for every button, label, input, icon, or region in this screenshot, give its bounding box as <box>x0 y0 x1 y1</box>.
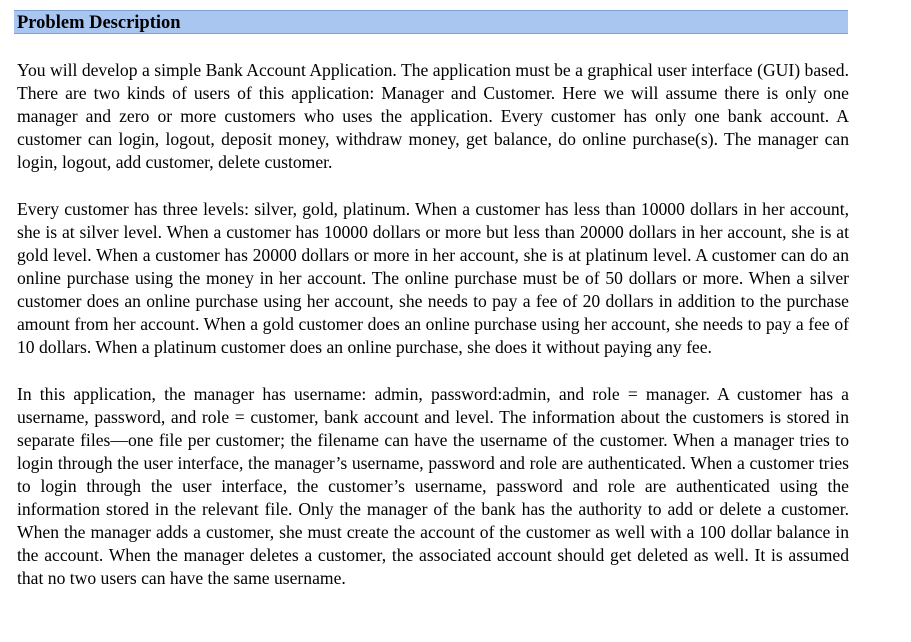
paragraph-customer-levels: Every customer has three levels: silver, gold, platinum. When a customer has less than 10000 dollars in her account, she is at silver level. When a customer has 10000 dollars or more but less than 20000 dollars in her account, she is at gold level. When a customer has 20000 dollars or more in her account, she is at platinum level. A customer can do an online purchase using the money in her account. The online purchase must be of 50 dollars or more. When a silver customer does an online purchase using her account, she needs to pay a fee of 20 dollars in addition to the purchase amount from her account. When a gold customer does an online purchase using her account, she needs to pay a fee of 10 dollars. When a platinum customer does an online purchase, she does it without paying any fee. <box>17 199 849 357</box>
body-text <box>17 59 849 590</box>
section-title: Problem Description <box>17 13 181 33</box>
section-header-bar <box>14 10 848 34</box>
paragraph-authentication: In this application, the manager has username: admin, password:admin, and role = manager. A customer has a username, password, and role = customer, bank account and level. The information about the customers is stored in separate files—one file per customer; the filename can have the username of the customer. When a manager tries to login through the user interface, the manager’s username, password and role are authenticated. When a customer tries to login through the user interface, the customer’s username, password and role are authenticated using the information stored in the relevant file. Only the manager of the bank has the authority to add or delete a customer. When the manager adds a customer, she must create the account of the customer as well with a 100 dollar balance in the account. When the manager deletes a customer, the associated account should get deleted as well. It is assumed that no two users can have the same username. <box>17 384 849 588</box>
paragraph-overview: You will develop a simple Bank Account Application. The application must be a graphical user interface (GUI) based. There are two kinds of users of this application: Manager and Customer. Here we will assume there is only one manager and zero or more customers who uses the application. Every customer has only one bank account. A customer can login, logout, deposit money, withdraw money, get balance, do online purchase(s). The manager can login, logout, add customer, delete customer. <box>17 60 849 172</box>
